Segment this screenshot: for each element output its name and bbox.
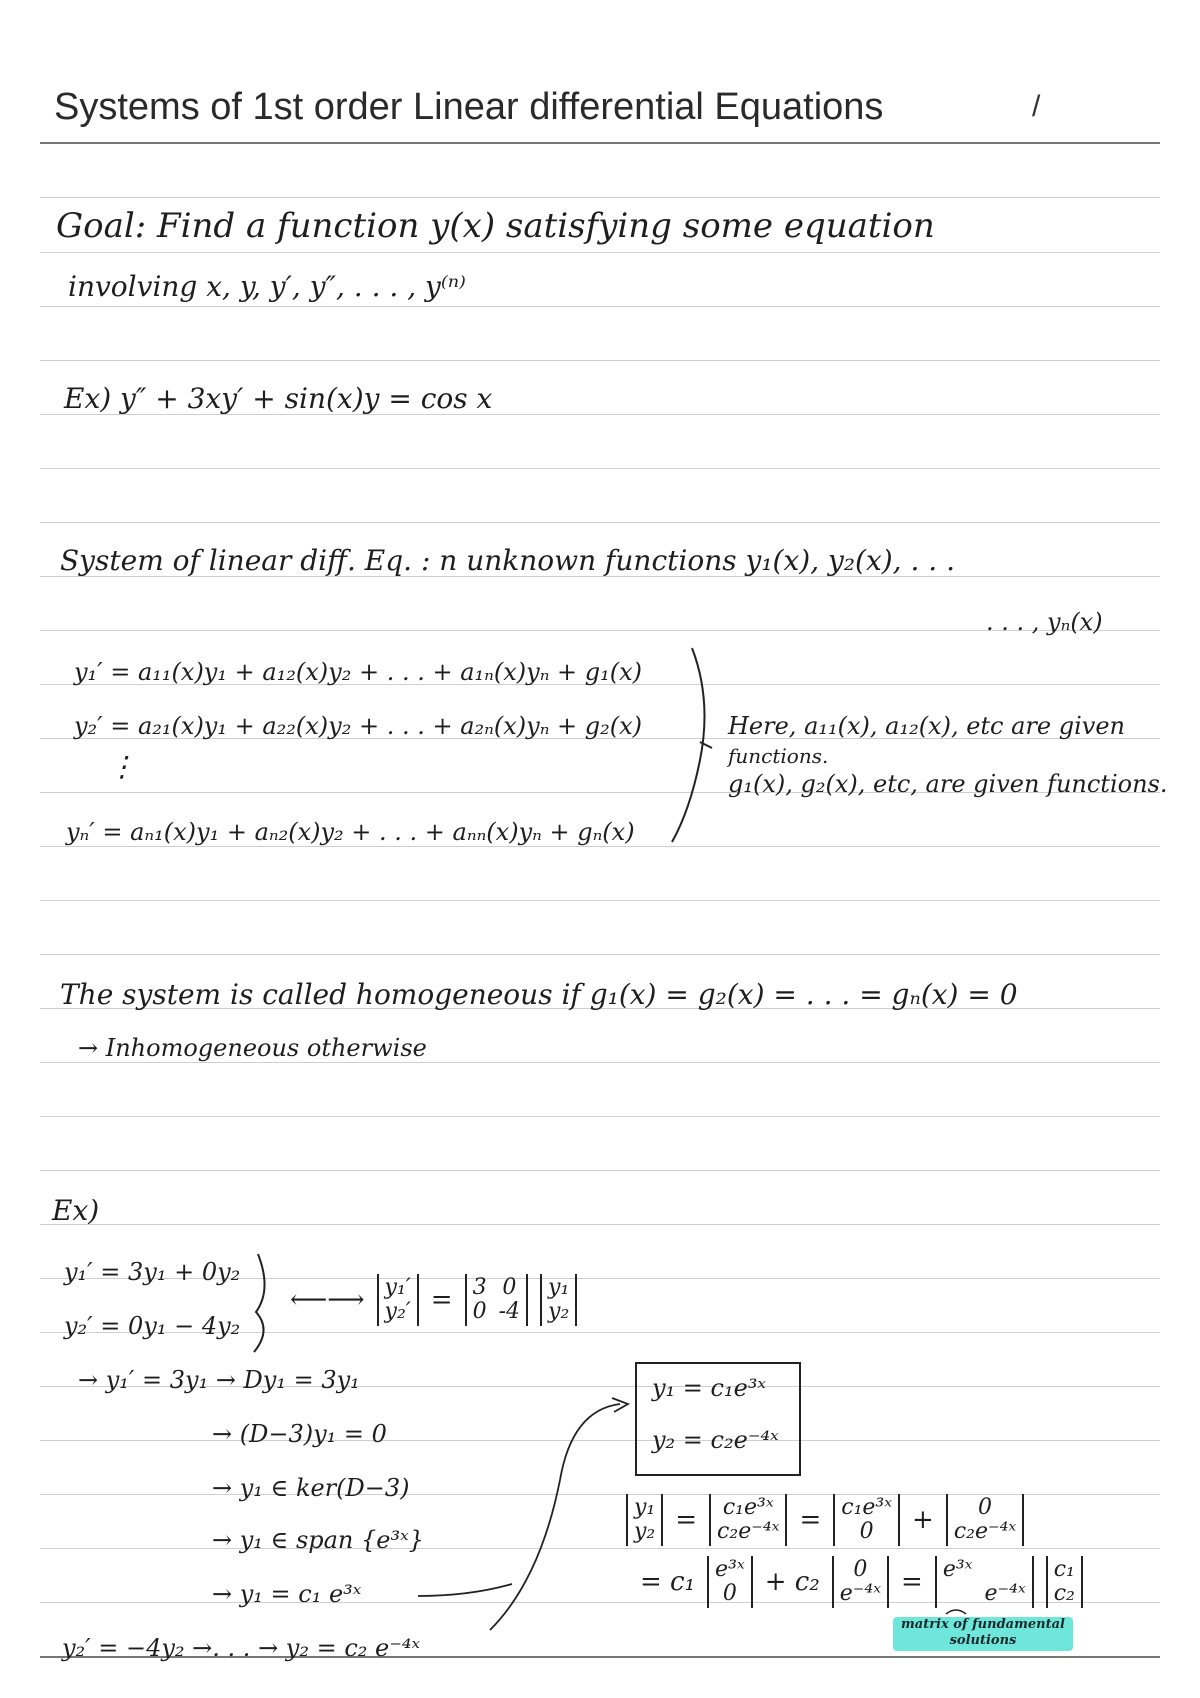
example-2-eq-1: y₁′ = 3y₁ + 0y₂ (64, 1258, 241, 1286)
homogeneous-line-1: The system is called homogeneous if g₁(x) = g₂(x) = . . . = gₙ(x) = 0 (60, 978, 1018, 1011)
example-1: Ex) y″ + 3xy′ + sin(x)y = cos x (64, 382, 493, 415)
matrix-cell: y₁′ (384, 1275, 411, 1300)
matrix-cell: c₁e³ˣ (722, 1495, 774, 1520)
system-note-2: functions. (728, 744, 829, 768)
matrix-cell: e³ˣ (715, 1557, 745, 1582)
matrix-cell: 0 (859, 1519, 874, 1544)
matrix-cell: y₂ (634, 1519, 656, 1544)
coefficient-c2: + c₂ (764, 1567, 820, 1597)
equals-sign: = (430, 1285, 453, 1315)
matrix-cell: -4 (498, 1299, 521, 1324)
example-2-last-line: y₂′ = −4y₂ →. . . → y₂ = c₂ e⁻⁴ˣ (62, 1634, 421, 1662)
system-brace (672, 648, 705, 842)
arrow-curve (490, 1404, 620, 1630)
example-2-eq-2: y₂′ = 0y₁ − 4y₂ (64, 1312, 241, 1340)
system-note-3: g₁(x), g₂(x), etc, are given functions. (728, 770, 1168, 798)
matrix-cell: y₂′ (384, 1299, 411, 1324)
homogeneous-line-2: → Inhomogeneous otherwise (78, 1034, 427, 1062)
matrix-cell: c₁e³ˣ (841, 1495, 893, 1520)
matrix-cell: 0 (978, 1495, 993, 1520)
matrix-cell: c₂ (1053, 1581, 1075, 1606)
matrix-cell: 3 (472, 1275, 487, 1300)
highlight-caret (946, 1610, 966, 1614)
system-eq-2: y₂′ = a₂₁(x)y₁ + a₂₂(x)y₂ + . . . + a₂ₙ(x)yₙ + g₂(x) (74, 712, 643, 740)
matrix-cell: 0 (472, 1299, 487, 1324)
plus-sign: + (912, 1505, 934, 1535)
example-2-step-4: → y₁ ∈ span {e³ˣ} (212, 1526, 424, 1554)
example-2-label: Ex) (52, 1194, 100, 1227)
matrix-cell: 0 (722, 1581, 737, 1606)
equals-sign: = (675, 1505, 698, 1535)
system-vertical-dots: ⋮ (108, 750, 136, 783)
matrix-cell: y₁ (548, 1275, 570, 1300)
coefficient-c1: = c₁ (640, 1567, 696, 1597)
goal-line-1: Goal: Find a function y(x) satisfying some equation (56, 206, 935, 246)
matrix-cell: e⁻⁴ˣ (839, 1581, 882, 1606)
example-2-step-2: → (D−3)y₁ = 0 (212, 1420, 387, 1448)
system-eq-n: yₙ′ = aₙ₁(x)y₁ + aₙ₂(x)y₂ + . . . + aₙₙ(x)yₙ + gₙ(x) (66, 818, 635, 846)
arrow-from-y1 (418, 1584, 512, 1596)
matrix-cell: c₂e⁻⁴ˣ (953, 1519, 1017, 1544)
matrix-cell: c₁ (1053, 1557, 1075, 1582)
equivalence-arrow: ⟵⟶ (290, 1285, 365, 1315)
system-note-1: Here, a₁₁(x), a₁₂(x), etc are given (728, 712, 1125, 740)
matrix-cell: y₁ (634, 1495, 656, 1520)
matrix-cell: e³ˣ (942, 1557, 973, 1582)
matrix-cell: c₂e⁻⁴ˣ (717, 1519, 780, 1544)
system-eq-1: y₁′ = a₁₁(x)y₁ + a₁₂(x)y₂ + . . . + a₁ₙ(x)yₙ + g₁(x) (74, 658, 643, 686)
solution-y2: y₂ = c₂e⁻⁴ˣ (652, 1426, 779, 1454)
example-2-step-3: → y₁ ∈ ker(D−3) (212, 1474, 410, 1502)
equals-sign: = (901, 1567, 923, 1597)
example-2-step-1: → y₁′ = 3y₁ → Dy₁ = 3y₁ (78, 1366, 360, 1394)
matrix-cell: 0 (853, 1557, 868, 1582)
system-heading: System of linear diff. Eq. : n unknown functions y₁(x), y₂(x), . . . (60, 544, 955, 577)
matrix-cell: 0 (502, 1275, 517, 1300)
page-title: Systems of 1st order Linear differential Equations (54, 86, 884, 128)
equals-sign: = (799, 1505, 822, 1535)
goal-line-2: involving x, y, y′, y″, . . . , y⁽ⁿ⁾ (68, 270, 466, 303)
title-mark: / (1032, 90, 1041, 123)
example-2-step-5: → y₁ = c₁ e³ˣ (212, 1580, 362, 1608)
system-heading-cont: . . . , yₙ(x) (986, 608, 1103, 636)
fundamental-solutions-label: matrix of fundamental solutions (901, 1617, 1065, 1648)
solution-y1: y₁ = c₁e³ˣ (652, 1374, 766, 1402)
example-2-brace (254, 1254, 265, 1352)
matrix-cell: y₂ (548, 1299, 570, 1324)
matrix-cell: e⁻⁴ˣ (984, 1581, 1026, 1606)
